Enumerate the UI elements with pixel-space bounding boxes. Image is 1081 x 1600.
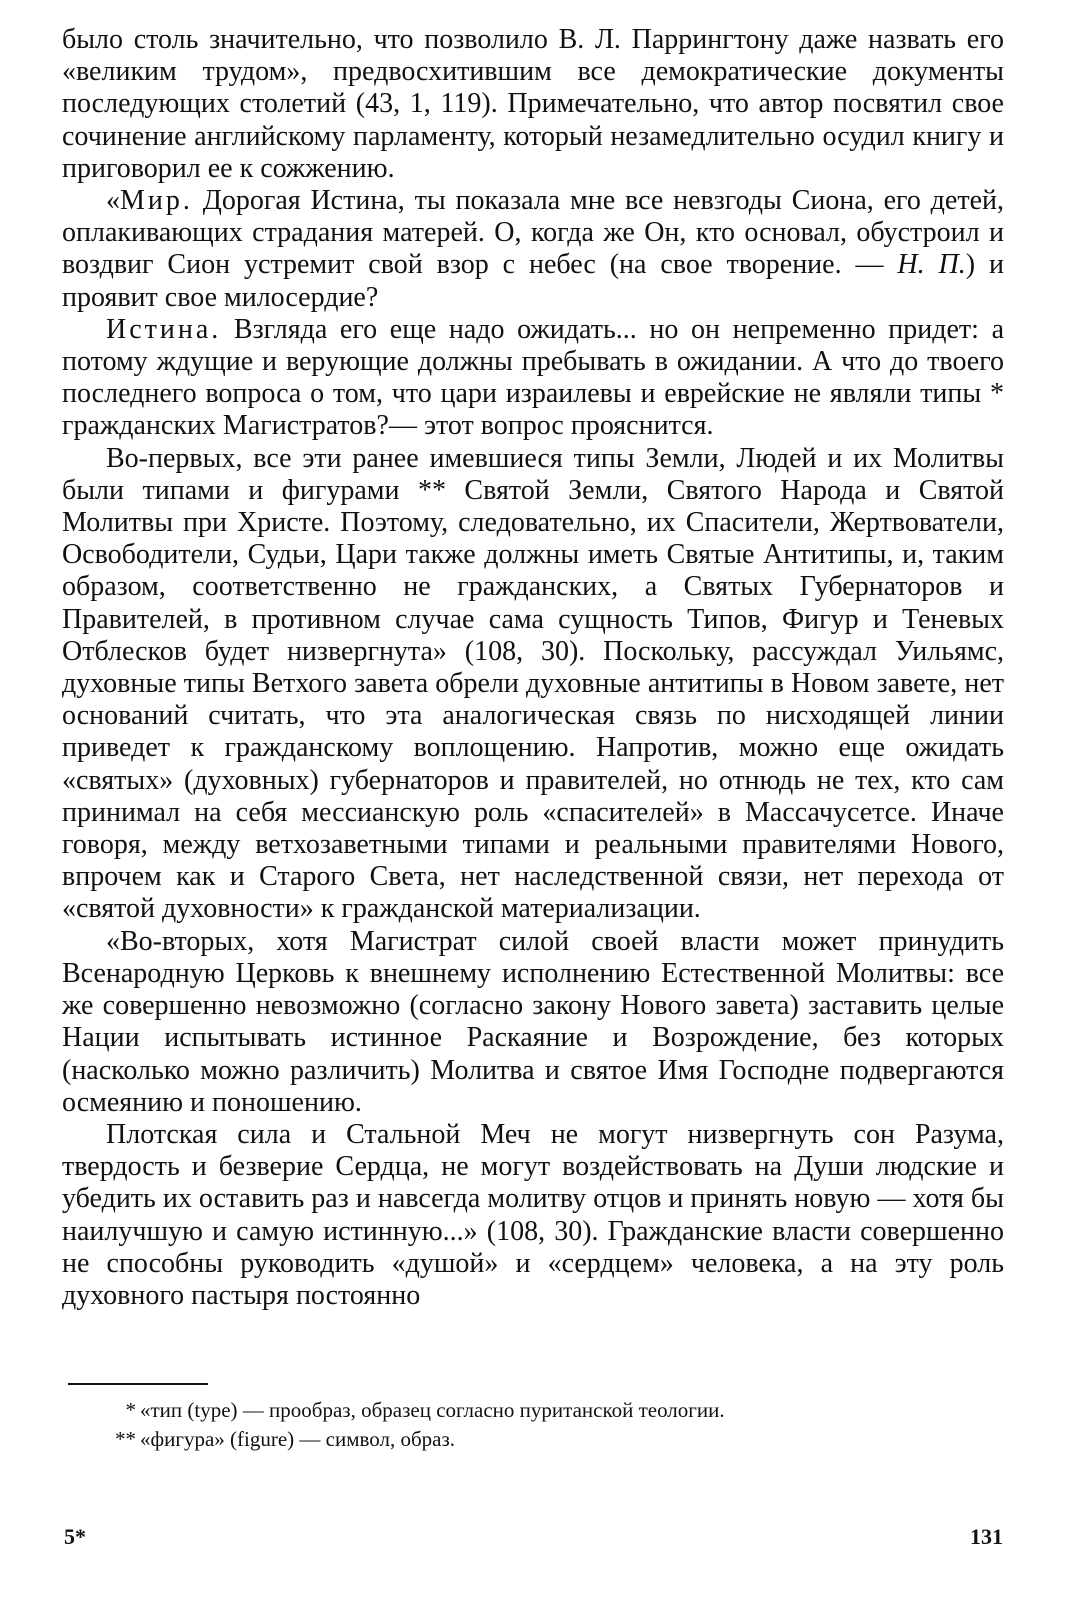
body-text	[62, 24, 1004, 1312]
page-number: 131	[970, 1524, 1003, 1549]
footnote-mark: **	[115, 1427, 136, 1451]
footnote-text: «тип (type) — прообраз, образец согласно пуританской теологии.	[140, 1398, 725, 1422]
footnote-1	[62, 1396, 1004, 1425]
paragraph-2-text-a: Дорогая Истина, ты показала мне все невзгоды Сиона, его детей, оплакивающих страдания матерей. О, когда же Он, кто основал, обустроил и воздвиг Сион устремит свой взор с небес (на свое творение. —	[62, 185, 1004, 281]
paragraph-3	[62, 314, 1004, 443]
signature-mark: 5*	[64, 1524, 86, 1549]
paragraph-5: «Во-вторых, хотя Магистрат силой своей власти может принудить Всенародную Церковь к внешнему исполнению Естественной Молитвы: все же совершенно невозможно (согласно закону Нового завета) заставить целые Нации испытывать истинное Раскаяние и Возрождение, без которых (насколько можно различить) Молитва и святое Имя Господне подвергаются осмеянию и поношению.	[62, 925, 1004, 1118]
paragraph-4: Во-первых, все эти ранее имевшиеся типы Земли, Людей и их Молитвы были типами и фигурами ** Святой Земли, Святого Народа и Святой Молитвы при Христе. Поэтому, следовательно, их Спасители, Жертвователи, Освободители, Судьи, Цари также должны иметь Святые Антитипы, и, таким образом, соответственно не гражданских, а Святых Губернаторов и Правителей, в противном случае сама сущность Типов, Фигур и Теневых Отблесков будет низвергнута» (108, 30). Поскольку, рассуждал Уильямс, духовные типы Ветхого завета обрели духовные антитипы в Новом завете, нет оснований считать, что эта аналогическая связь по нисходящей линии приведет к гражданскому воплощению. Напротив, можно еще ожидать «святых» (духовных) губернаторов и правителей, но отнюдь не тех, кто сам принимал на себя мессианскую роль «спасителей» в Массачусетсе. Иначе говоря, между ветхозаветными типами и реальными правителями Нового, впрочем как и Старого Света, нет наследственной связи, нет перехода от «святой духовности» к гражданской материализации.	[62, 442, 1004, 925]
paragraph-2-text-b: ) и проявит свое милосердие?	[62, 249, 1004, 313]
speaker-mir: Мир.	[120, 185, 193, 217]
footnote-divider	[68, 1383, 208, 1385]
paragraph-1: было столь значительно, что позволило В. Л. Паррингтону даже назвать его «великим трудом», предвосхитившим все демократические документы последующих столетий (43, 1, 119). Примечательно, что автор посвятил свое сочинение английскому парламенту, который незамедлительно осудил книгу и приговорил ее к сожжению.	[62, 24, 1004, 184]
footnote-2	[62, 1425, 1004, 1454]
footnotes	[62, 1396, 1004, 1454]
speaker-istina: Истина.	[106, 313, 222, 345]
paragraph-3-text: Взгляда его еще надо ожидать... но он непременно придет: а потому ждущие и верующие должны пребывать в ожидании. А что до твоего последнего вопроса о том, что цари израилевы и еврейские не являли типы * гражданских Магистратов?— этот вопрос прояснится.	[62, 313, 1004, 442]
quote-open: «	[106, 185, 120, 217]
footnote-text: «фигура» (figure) — символ, образ.	[140, 1427, 456, 1451]
editor-initials: Н. П.	[897, 249, 966, 281]
paragraph-6: Плотская сила и Стальной Меч не могут низвергнуть сон Разума, твердость и безверие Сердца, не могут воздействовать на Души людские и убедить их оставить раз и навсегда молитву отцов и принять новую — хотя бы наилучшую и самую истинную...» (108, 30). Гражданские власти совершенно не способны руководить «душой» и «сердцем» человека, а на эту роль духовного пастыря постоянно	[62, 1118, 1004, 1311]
paragraph-2	[62, 185, 1004, 314]
footnote-mark: *	[125, 1398, 136, 1422]
